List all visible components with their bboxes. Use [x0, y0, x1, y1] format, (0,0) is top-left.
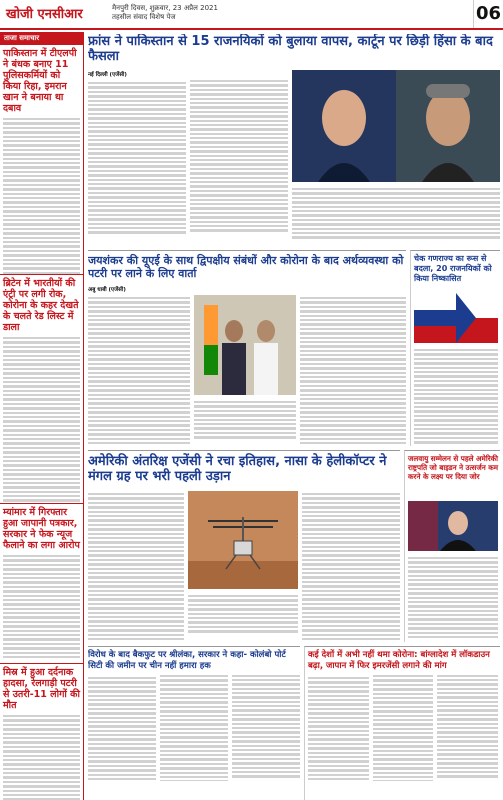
top-story-headline: फ्रांस ने पाकिस्तान से 15 राजनयिकों को बुलाया वापस, कार्टून पर छिड़ी हिंसा के बाद फैसला [88, 34, 493, 64]
story-body-text [0, 713, 83, 800]
lockdown-story [304, 646, 500, 800]
mars-helicopter-illustration [188, 491, 298, 589]
left-story-4 [0, 663, 83, 800]
left-news-column [0, 32, 84, 800]
story-body-text [0, 116, 83, 274]
leaders-photo [292, 70, 500, 182]
jaishankar-headline: जयशंकर की यूएई के साथ द्विपक्षीय संबंधों और कोरोना के बाद अर्थव्यवस्था को पटरी पर लाने के लिए वार्ता [88, 254, 404, 280]
dateline: मैनपुरी दिवस, शुक्रवार, 23 अप्रैल 2021 तहसील संवाद विशेष पेज [112, 4, 218, 21]
top-story [88, 34, 500, 248]
meeting-photo-illustration [194, 295, 296, 395]
story-body-text [188, 593, 298, 641]
biden-headline: जलवायु सम्मेलन से पहले अमेरिकी राष्ट्रपति जो बाइडन ने उत्सर्जन कम करने के लक्ष्य पर दिया जोर [408, 454, 499, 481]
biden-story [404, 450, 500, 642]
story-body-text [88, 295, 190, 445]
czech-headline: चेक गणराज्य का रूस से बदला, 20 राजनयिकों को किया निष्कासित [414, 254, 492, 283]
left-story-2 [0, 274, 83, 503]
story-body-text [0, 335, 83, 503]
left-story-headline: म्यांमार में गिरफ्तार हुआ जापानी पत्रकार, सरकार ने फेक न्यूज फैलाने का लगा आरोप [3, 507, 80, 551]
story-body-text [88, 80, 288, 248]
meeting-photo [194, 295, 296, 395]
left-story-headline: पाकिस्तान में टीएलपी ने बंधक बनाए 11 पुलिसकर्मियों को किया रिहा, इमरान खान ने बनाया था दबाव [3, 48, 77, 114]
leaders-photo-illustration [292, 70, 500, 182]
byline: अबु धाबी (एजेंसी) [88, 287, 126, 293]
story-body-text [292, 186, 500, 246]
left-story-3 [0, 503, 83, 663]
nasa-story [88, 450, 400, 642]
story-body-text [302, 491, 400, 641]
mars-helicopter-photo [188, 491, 298, 589]
nasa-headline: अमेरिकी अंतरिक्ष एजेंसी ने रचा इतिहास, नासा के हेलीकॉप्टर ने मंगल ग्रह पर भरी पहली उड़ान [88, 454, 387, 484]
page-number: 06 [473, 0, 503, 28]
story-body-text [88, 675, 300, 799]
lockdown-headline: कई देशों में अभी नहीं थमा कोरोना: बांग्लादेश में लॉकडाउन बढ़ा, जापान में फिर इमरजेंसी लगाने की मांग [308, 650, 490, 671]
biden-photo [408, 501, 498, 551]
section-label: ताजा समाचार [0, 32, 83, 45]
left-story-headline: मिस्र में हुआ दर्दनाक हादसा, रेलगाड़ी पटरी से उतरी-11 लोगों की मौत [3, 667, 80, 711]
story-body-text [88, 491, 184, 641]
story-body-text [194, 399, 296, 445]
newspaper-logo: खोजी एनसीआर [6, 7, 83, 22]
story-body-text [408, 555, 498, 641]
flags-illustration [414, 293, 498, 343]
story-body-text [308, 675, 498, 799]
left-story-1 [0, 45, 83, 274]
masthead [0, 0, 503, 30]
colombo-headline: विरोध के बाद बैकफुट पर श्रीलंका, सरकार ने कहा- कोलंबो पोर्ट सिटी की जमीन पर चीन नहीं हमारा हक [88, 650, 286, 671]
colombo-story [88, 646, 300, 800]
flags-photo [414, 293, 498, 343]
byline: नई दिल्ली (एजेंसी) [88, 72, 127, 78]
story-body-text [0, 553, 83, 663]
biden-illustration [408, 501, 498, 551]
story-body-text [300, 295, 406, 445]
story-body-text [414, 347, 498, 445]
jaishankar-story [88, 250, 406, 446]
left-story-headline: ब्रिटेन में भारतीयों की एंट्री पर लगी रोक, कोरोना के कहर देखते के चलते रेड लिस्ट में डाला [3, 278, 79, 333]
czech-story [410, 250, 500, 446]
